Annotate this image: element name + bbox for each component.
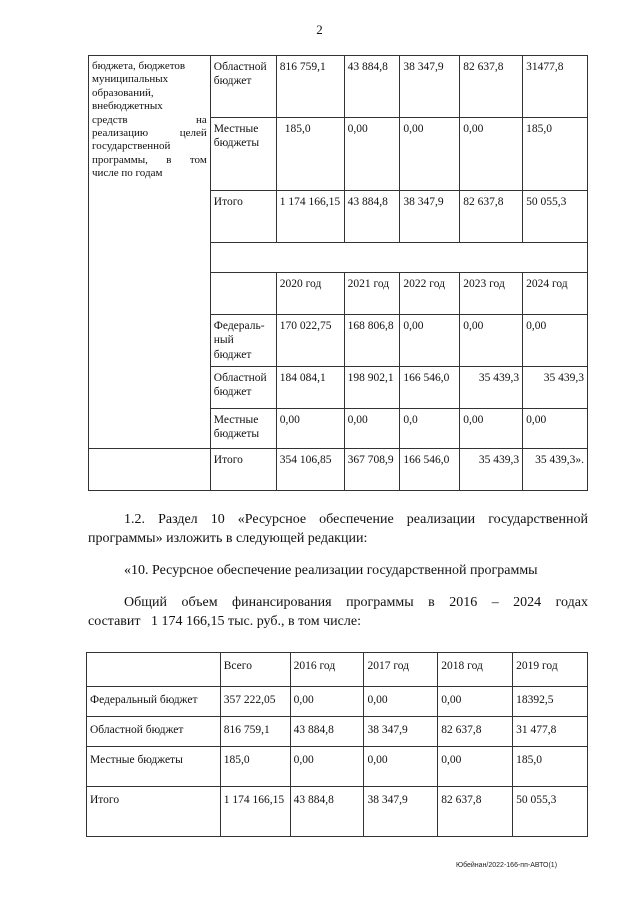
table-cell: 185,0 bbox=[276, 118, 344, 191]
row-label: Федераль-ный бюджет bbox=[210, 315, 276, 367]
table-cell: 0,00 bbox=[290, 747, 364, 787]
table-cell: 38 347,9 bbox=[364, 717, 438, 747]
row-label: Итого bbox=[87, 787, 221, 837]
table-cell: 0,00 bbox=[364, 747, 438, 787]
table-cell: 185,0 bbox=[523, 118, 588, 191]
row-label: Итого bbox=[210, 449, 276, 491]
paragraph-line: составит 1 174 166,15 тыс. руб., в том числе: bbox=[88, 613, 361, 629]
paragraph-line: программы» изложить в следующей редакции: bbox=[88, 530, 368, 546]
table-cell: 35 439,3 bbox=[460, 449, 523, 491]
description-line: средств на bbox=[92, 113, 207, 126]
financing-table bbox=[86, 652, 588, 837]
table-cell: 0,00 bbox=[400, 315, 460, 367]
description-line: бюджета, бюджетов bbox=[92, 60, 186, 72]
table-cell: 35 439,3». bbox=[523, 449, 588, 491]
financing-sources-description bbox=[89, 56, 211, 449]
description-line: образований, bbox=[92, 86, 154, 99]
table-cell: 31 477,8 bbox=[513, 717, 588, 747]
year-header: 2022 год bbox=[400, 273, 460, 315]
table-cell: 82 637,8 bbox=[438, 787, 513, 837]
table-cell: 816 759,1 bbox=[276, 56, 344, 118]
table-cell: 166 546,0 bbox=[400, 367, 460, 409]
row-label: Областной бюджет bbox=[87, 717, 221, 747]
table-cell: 367 708,9 bbox=[344, 449, 400, 491]
spacer-row bbox=[210, 243, 587, 273]
table-cell: 43 884,8 bbox=[290, 717, 364, 747]
table-cell: 816 759,1 bbox=[220, 717, 290, 747]
description-line: программы, в том bbox=[92, 153, 207, 166]
year-header: 2021 год bbox=[344, 273, 400, 315]
description-line: внебюджетных bbox=[92, 100, 163, 113]
table-cell: 0,00 bbox=[364, 687, 438, 717]
financing-total-paragraph bbox=[88, 594, 588, 632]
row-label: Местные бюджеты bbox=[87, 747, 221, 787]
table-cell: 357 222,05 bbox=[220, 687, 290, 717]
table-cell: 184 084,1 bbox=[276, 367, 344, 409]
table-cell: 82 637,8 bbox=[460, 56, 523, 118]
table-cell: 1 174 166,15 bbox=[220, 787, 290, 837]
table-cell: 18392,5 bbox=[513, 687, 588, 717]
description-line: числе по годам bbox=[92, 167, 163, 180]
paragraph-line: 1.2. Раздел 10 «Ресурсное обеспечение реализации государственной bbox=[124, 512, 588, 527]
table-cell: 0,00 bbox=[344, 409, 400, 449]
table-cell: 354 106,85 bbox=[276, 449, 344, 491]
column-header: Всего bbox=[220, 653, 290, 687]
table-cell: 0,00 bbox=[344, 118, 400, 191]
table-cell: 0,00 bbox=[290, 687, 364, 717]
table-cell: 38 347,9 bbox=[400, 56, 460, 118]
empty-header-cell bbox=[87, 653, 221, 687]
table-cell: 82 637,8 bbox=[438, 717, 513, 747]
table-cell: 0,00 bbox=[276, 409, 344, 449]
row-label: Местные бюджеты bbox=[210, 409, 276, 449]
column-header: 2016 год bbox=[290, 653, 364, 687]
table-cell: 38 347,9 bbox=[400, 191, 460, 243]
column-header: 2019 год bbox=[513, 653, 588, 687]
table-cell: 35 439,3 bbox=[460, 367, 523, 409]
table-cell: 0,00 bbox=[400, 118, 460, 191]
empty-header-cell bbox=[210, 273, 276, 315]
row-label: Федеральный бюджет bbox=[87, 687, 221, 717]
table-cell: 82 637,8 bbox=[460, 191, 523, 243]
row-label: Местные бюджеты bbox=[210, 118, 276, 191]
table-cell: 43 884,8 bbox=[344, 56, 400, 118]
table-cell: 170 022,75 bbox=[276, 315, 344, 367]
description-line: реализацию целей bbox=[92, 127, 207, 140]
table-cell: 31477,8 bbox=[523, 56, 588, 118]
column-header: 2017 год bbox=[364, 653, 438, 687]
table-cell: 1 174 166,15 bbox=[276, 191, 344, 243]
table-cell: 35 439,3 bbox=[523, 367, 588, 409]
table-cell: 0,00 bbox=[460, 409, 523, 449]
row-label: Областной бюджет bbox=[210, 56, 276, 118]
document-code: Юбейнан/2022-166-пп-АВТО(1) bbox=[456, 862, 558, 869]
section-heading: «10. Ресурсное обеспечение реализации государственной программы bbox=[124, 563, 538, 578]
description-line: государственной bbox=[92, 140, 171, 153]
table-cell: 198 902,1 bbox=[344, 367, 400, 409]
page-number: 2 bbox=[316, 22, 323, 37]
table-cell: 185,0 bbox=[513, 747, 588, 787]
table-cell: 43 884,8 bbox=[290, 787, 364, 837]
paragraph-line: Общий объем финансирования программы в 2016 – 2024 годах bbox=[124, 595, 588, 610]
table-cell: 50 055,3 bbox=[513, 787, 588, 837]
table-cell: 0,00 bbox=[523, 409, 588, 449]
table-cell: 0,00 bbox=[438, 687, 513, 717]
amendment-paragraph bbox=[88, 511, 588, 549]
column-header: 2018 год bbox=[438, 653, 513, 687]
table-cell: 0,00 bbox=[438, 747, 513, 787]
table-cell: 50 055,3 bbox=[523, 191, 588, 243]
year-header: 2020 год bbox=[276, 273, 344, 315]
table-cell: 166 546,0 bbox=[400, 449, 460, 491]
year-header: 2024 год bbox=[523, 273, 588, 315]
row-label: Областной бюджет bbox=[210, 367, 276, 409]
table-cell: 0,0 bbox=[400, 409, 460, 449]
description-line: муниципальных bbox=[92, 73, 169, 86]
table-cell: 38 347,9 bbox=[364, 787, 438, 837]
table-cell: 0,00 bbox=[460, 118, 523, 191]
table-cell: 0,00 bbox=[460, 315, 523, 367]
empty-left-cell bbox=[89, 449, 211, 491]
row-label: Итого bbox=[210, 191, 276, 243]
table-cell: 43 884,8 bbox=[344, 191, 400, 243]
table-cell: 185,0 bbox=[220, 747, 290, 787]
table-cell: 168 806,8 bbox=[344, 315, 400, 367]
table-cell: 0,00 bbox=[523, 315, 588, 367]
resource-table-continued bbox=[88, 55, 588, 491]
year-header: 2023 год bbox=[460, 273, 523, 315]
